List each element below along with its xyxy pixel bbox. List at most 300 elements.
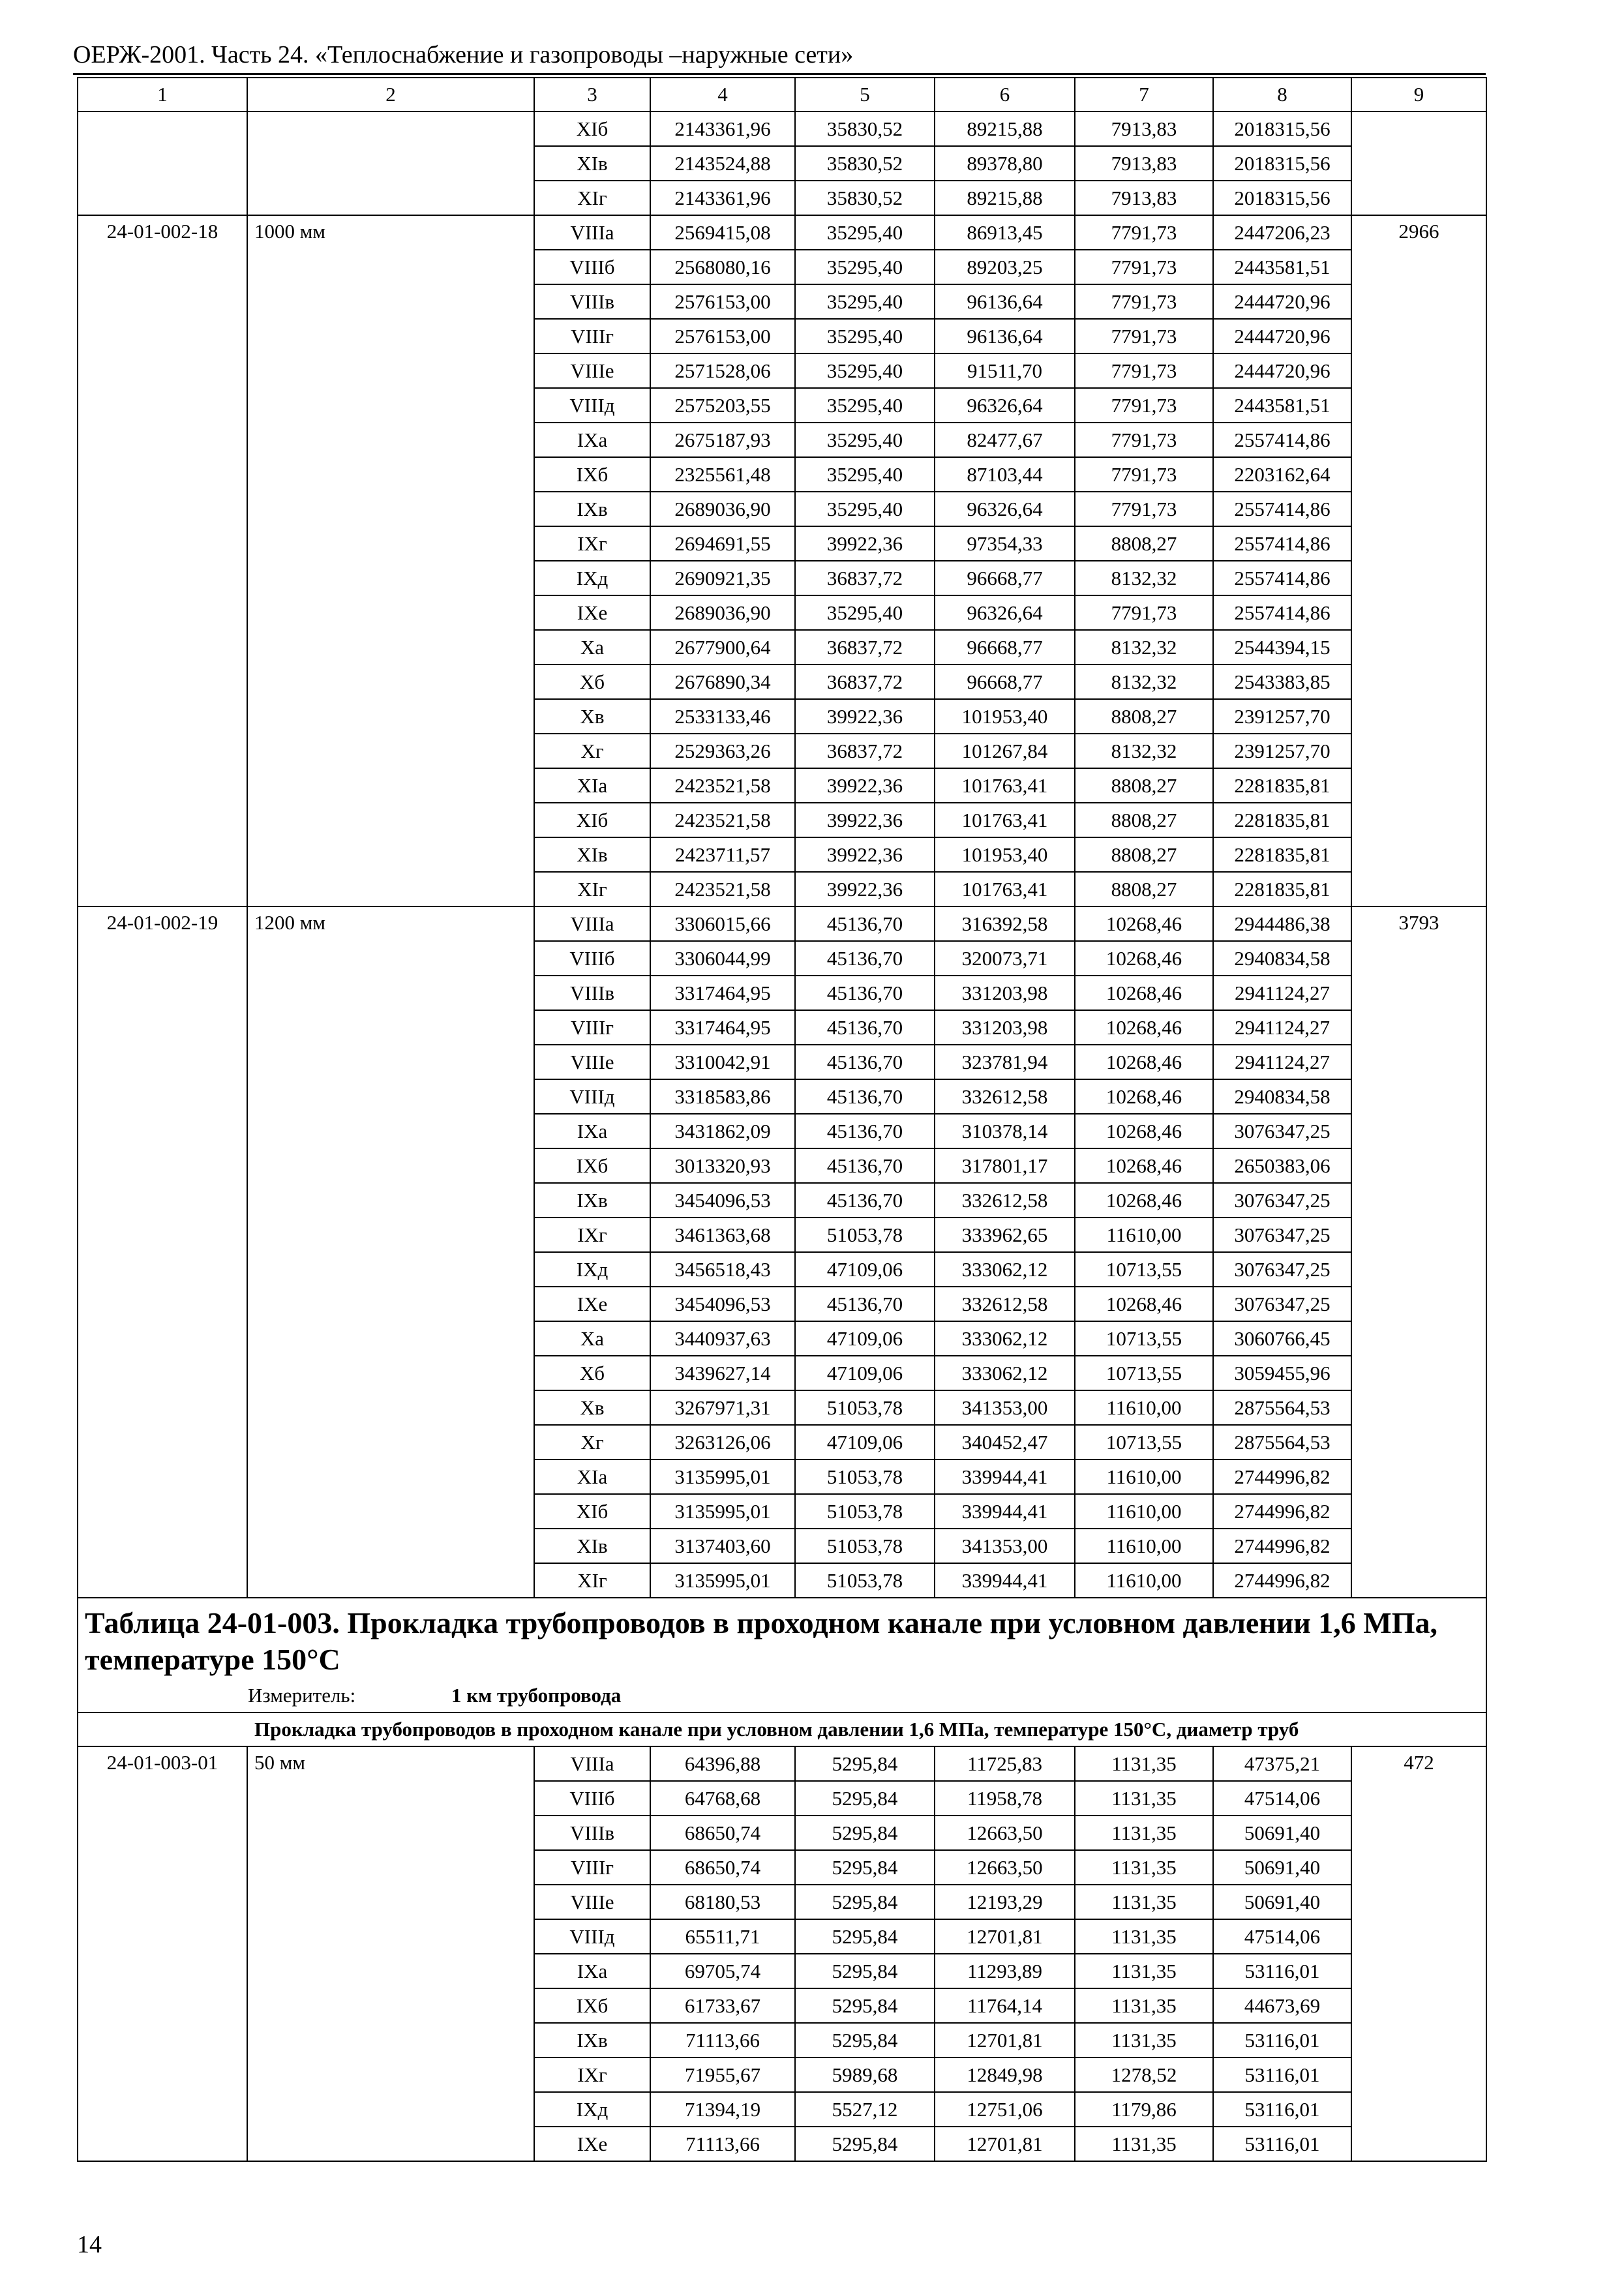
conditions-cell: Xг: [534, 734, 650, 768]
conditions-cell: VIIIд: [534, 1079, 650, 1114]
value-cell: 86913,45: [935, 215, 1075, 250]
value-cell: 8132,32: [1075, 561, 1213, 595]
value-cell: 2018315,56: [1213, 112, 1351, 146]
rates-table: [77, 77, 1487, 2162]
count-cell: [1351, 112, 1486, 215]
conditions-cell: IXв: [534, 1183, 650, 1218]
value-cell: 51053,78: [795, 1390, 935, 1425]
value-cell: 89215,88: [935, 181, 1075, 215]
value-cell: 332612,58: [935, 1183, 1075, 1218]
value-cell: 7791,73: [1075, 215, 1213, 250]
pipe-diameter: 50 мм: [247, 1746, 534, 2161]
value-cell: 10268,46: [1075, 941, 1213, 976]
value-cell: 35830,52: [795, 181, 935, 215]
table-row: [78, 1746, 1486, 1781]
value-cell: 1131,35: [1075, 1781, 1213, 1816]
conditions-cell: IXг: [534, 1218, 650, 1252]
value-cell: 45136,70: [795, 906, 935, 941]
conditions-cell: VIIIг: [534, 1850, 650, 1885]
conditions-cell: VIIIд: [534, 1919, 650, 1954]
value-cell: 5295,84: [795, 1954, 935, 1988]
conditions-cell: VIIIд: [534, 388, 650, 423]
value-cell: 2576153,00: [650, 319, 795, 353]
value-cell: 3454096,53: [650, 1287, 795, 1321]
conditions-cell: XIв: [534, 146, 650, 181]
value-cell: 47109,06: [795, 1356, 935, 1390]
value-cell: 1131,35: [1075, 1850, 1213, 1885]
value-cell: 51053,78: [795, 1563, 935, 1598]
value-cell: 12701,81: [935, 2023, 1075, 2057]
value-cell: 2018315,56: [1213, 181, 1351, 215]
value-cell: 8808,27: [1075, 768, 1213, 803]
conditions-cell: XIг: [534, 872, 650, 906]
value-cell: 339944,41: [935, 1459, 1075, 1494]
conditions-cell: VIIIв: [534, 284, 650, 319]
column-number-cell: 6: [935, 78, 1075, 112]
value-cell: 10268,46: [1075, 1079, 1213, 1114]
value-cell: 12701,81: [935, 2127, 1075, 2161]
value-cell: 2423711,57: [650, 837, 795, 872]
value-cell: 8132,32: [1075, 734, 1213, 768]
value-cell: 341353,00: [935, 1390, 1075, 1425]
value-cell: 11610,00: [1075, 1390, 1213, 1425]
conditions-cell: XIв: [534, 837, 650, 872]
value-cell: 332612,58: [935, 1287, 1075, 1321]
value-cell: 2875564,53: [1213, 1390, 1351, 1425]
conditions-cell: XIб: [534, 112, 650, 146]
value-cell: 5295,84: [795, 2127, 935, 2161]
value-cell: 2444720,96: [1213, 353, 1351, 388]
value-cell: 2143524,88: [650, 146, 795, 181]
value-cell: 47514,06: [1213, 1781, 1351, 1816]
column-number-cell: 1: [78, 78, 247, 112]
conditions-cell: IXд: [534, 561, 650, 595]
conditions-cell: IXа: [534, 1114, 650, 1148]
value-cell: 91511,70: [935, 353, 1075, 388]
value-cell: 68650,74: [650, 1816, 795, 1850]
value-cell: 36837,72: [795, 665, 935, 699]
value-cell: 2689036,90: [650, 492, 795, 526]
conditions-cell: XIг: [534, 181, 650, 215]
conditions-cell: IXа: [534, 1954, 650, 1988]
value-cell: 3076347,25: [1213, 1183, 1351, 1218]
value-cell: 71113,66: [650, 2023, 795, 2057]
value-cell: 2571528,06: [650, 353, 795, 388]
value-cell: 5295,84: [795, 1781, 935, 1816]
value-cell: 2694691,55: [650, 526, 795, 561]
conditions-cell: VIIIе: [534, 1045, 650, 1079]
conditions-cell: VIIIе: [534, 353, 650, 388]
column-number-cell: 2: [247, 78, 534, 112]
value-cell: 2557414,86: [1213, 492, 1351, 526]
value-cell: 47109,06: [795, 1425, 935, 1459]
conditions-cell: XIа: [534, 768, 650, 803]
value-cell: 2575203,55: [650, 388, 795, 423]
rate-code: 24-01-002-18: [78, 215, 247, 906]
value-cell: 2941124,27: [1213, 1045, 1351, 1079]
value-cell: 50691,40: [1213, 1885, 1351, 1919]
value-cell: 2281835,81: [1213, 803, 1351, 837]
value-cell: 3317464,95: [650, 1010, 795, 1045]
value-cell: 3135995,01: [650, 1563, 795, 1598]
value-cell: 3267971,31: [650, 1390, 795, 1425]
conditions-cell: VIIIг: [534, 319, 650, 353]
value-cell: 96326,64: [935, 595, 1075, 630]
value-cell: 96668,77: [935, 630, 1075, 665]
value-cell: 45136,70: [795, 1079, 935, 1114]
column-number-cell: 5: [795, 78, 935, 112]
value-cell: 10713,55: [1075, 1321, 1213, 1356]
value-cell: 11610,00: [1075, 1494, 1213, 1529]
value-cell: 2557414,86: [1213, 526, 1351, 561]
table-row: [78, 906, 1486, 941]
value-cell: 3013320,93: [650, 1148, 795, 1183]
value-cell: 64768,68: [650, 1781, 795, 1816]
conditions-cell: IXд: [534, 1252, 650, 1287]
value-cell: 2677900,64: [650, 630, 795, 665]
value-cell: 2281835,81: [1213, 837, 1351, 872]
value-cell: 1131,35: [1075, 1885, 1213, 1919]
conditions-cell: IXв: [534, 2023, 650, 2057]
value-cell: 35295,40: [795, 284, 935, 319]
value-cell: 2675187,93: [650, 423, 795, 457]
value-cell: 5295,84: [795, 1816, 935, 1850]
rate-code: 24-01-002-19: [78, 906, 247, 1598]
value-cell: 2557414,86: [1213, 561, 1351, 595]
measure-value: 1 км трубопровода: [451, 1684, 622, 1707]
conditions-cell: Xа: [534, 1321, 650, 1356]
value-cell: 333062,12: [935, 1321, 1075, 1356]
value-cell: 12849,98: [935, 2057, 1075, 2092]
value-cell: 51053,78: [795, 1459, 935, 1494]
pipe-diameter: 1200 мм: [247, 906, 534, 1598]
value-cell: 53116,01: [1213, 2092, 1351, 2127]
value-cell: 47109,06: [795, 1321, 935, 1356]
value-cell: 10268,46: [1075, 1045, 1213, 1079]
value-cell: 1131,35: [1075, 1988, 1213, 2023]
value-cell: 35295,40: [795, 319, 935, 353]
value-cell: 5989,68: [795, 2057, 935, 2092]
conditions-cell: Xв: [534, 699, 650, 734]
value-cell: 2281835,81: [1213, 872, 1351, 906]
value-cell: 340452,47: [935, 1425, 1075, 1459]
value-cell: 82477,67: [935, 423, 1075, 457]
value-cell: 10268,46: [1075, 1287, 1213, 1321]
value-cell: 7913,83: [1075, 112, 1213, 146]
section-subheader: Прокладка трубопроводов в проходном канале при условном давлении 1,6 МПа, температуре 150°С, диаметр труб: [78, 1713, 1486, 1746]
conditions-cell: VIIIг: [534, 1010, 650, 1045]
value-cell: 3440937,63: [650, 1321, 795, 1356]
value-cell: 11725,83: [935, 1746, 1075, 1781]
value-cell: 1131,35: [1075, 1816, 1213, 1850]
value-cell: 96136,64: [935, 319, 1075, 353]
value-cell: 2569415,08: [650, 215, 795, 250]
value-cell: 96668,77: [935, 561, 1075, 595]
value-cell: 1131,35: [1075, 2023, 1213, 2057]
value-cell: 2940834,58: [1213, 941, 1351, 976]
section-title: Таблица 24-01-003. Прокладка трубопроводов в проходном канале при условном давлении 1,6 МПа, температуре 150°С: [85, 1606, 1437, 1676]
value-cell: 310378,14: [935, 1114, 1075, 1148]
value-cell: 47109,06: [795, 1252, 935, 1287]
conditions-cell: Xа: [534, 630, 650, 665]
value-cell: 50691,40: [1213, 1816, 1351, 1850]
value-cell: 2443581,51: [1213, 250, 1351, 284]
value-cell: 2281835,81: [1213, 768, 1351, 803]
value-cell: 7791,73: [1075, 250, 1213, 284]
value-cell: 68180,53: [650, 1885, 795, 1919]
value-cell: 89203,25: [935, 250, 1075, 284]
value-cell: 2690921,35: [650, 561, 795, 595]
value-cell: 3076347,25: [1213, 1287, 1351, 1321]
value-cell: 47375,21: [1213, 1746, 1351, 1781]
value-cell: 7791,73: [1075, 457, 1213, 492]
value-cell: 2391257,70: [1213, 734, 1351, 768]
value-cell: 2325561,48: [650, 457, 795, 492]
value-cell: 3135995,01: [650, 1494, 795, 1529]
value-cell: 36837,72: [795, 561, 935, 595]
value-cell: 2557414,86: [1213, 595, 1351, 630]
value-cell: 7791,73: [1075, 353, 1213, 388]
count-value: 3793: [1351, 906, 1486, 1598]
value-cell: 10268,46: [1075, 976, 1213, 1010]
value-cell: 51053,78: [795, 1494, 935, 1529]
page-number: 14: [77, 2231, 102, 2258]
value-cell: 2423521,58: [650, 803, 795, 837]
subheader-row: [78, 1713, 1486, 1746]
value-cell: 101953,40: [935, 699, 1075, 734]
column-number-cell: 7: [1075, 78, 1213, 112]
conditions-cell: XIб: [534, 803, 650, 837]
value-cell: 323781,94: [935, 1045, 1075, 1079]
value-cell: 2444720,96: [1213, 319, 1351, 353]
value-cell: 53116,01: [1213, 1954, 1351, 1988]
conditions-cell: IXб: [534, 1988, 650, 2023]
count-value: 472: [1351, 1746, 1486, 2161]
column-number-cell: 4: [650, 78, 795, 112]
column-number-cell: 9: [1351, 78, 1486, 112]
value-cell: 47514,06: [1213, 1919, 1351, 1954]
value-cell: 8808,27: [1075, 803, 1213, 837]
value-cell: 11958,78: [935, 1781, 1075, 1816]
value-cell: 2676890,34: [650, 665, 795, 699]
column-number-cell: 8: [1213, 78, 1351, 112]
value-cell: 45136,70: [795, 1148, 935, 1183]
value-cell: 3076347,25: [1213, 1252, 1351, 1287]
value-cell: 3137403,60: [650, 1529, 795, 1563]
value-cell: 3306044,99: [650, 941, 795, 976]
value-cell: 2744996,82: [1213, 1459, 1351, 1494]
value-cell: 2650383,06: [1213, 1148, 1351, 1183]
value-cell: 2143361,96: [650, 112, 795, 146]
measure-label: Измеритель:: [248, 1684, 356, 1707]
value-cell: 2744996,82: [1213, 1494, 1351, 1529]
value-cell: 12663,50: [935, 1816, 1075, 1850]
column-number-cell: 3: [534, 78, 650, 112]
value-cell: 333962,65: [935, 1218, 1075, 1252]
value-cell: 7913,83: [1075, 146, 1213, 181]
value-cell: 45136,70: [795, 1114, 935, 1148]
value-cell: 5295,84: [795, 1850, 935, 1885]
value-cell: 1131,35: [1075, 2127, 1213, 2161]
value-cell: 89378,80: [935, 146, 1075, 181]
value-cell: 71113,66: [650, 2127, 795, 2161]
value-cell: 333062,12: [935, 1252, 1075, 1287]
value-cell: 3317464,95: [650, 976, 795, 1010]
value-cell: 331203,98: [935, 976, 1075, 1010]
value-cell: 5295,84: [795, 2023, 935, 2057]
value-cell: 5295,84: [795, 1919, 935, 1954]
value-cell: 2557414,86: [1213, 423, 1351, 457]
section-header: [78, 1598, 1486, 1713]
value-cell: 87103,44: [935, 457, 1075, 492]
conditions-cell: XIг: [534, 1563, 650, 1598]
value-cell: 10268,46: [1075, 906, 1213, 941]
value-cell: 51053,78: [795, 1218, 935, 1252]
value-cell: 2940834,58: [1213, 1079, 1351, 1114]
value-cell: 2744996,82: [1213, 1529, 1351, 1563]
value-cell: 3454096,53: [650, 1183, 795, 1218]
value-cell: 7791,73: [1075, 492, 1213, 526]
conditions-cell: IXб: [534, 457, 650, 492]
value-cell: 316392,58: [935, 906, 1075, 941]
value-cell: 2576153,00: [650, 284, 795, 319]
value-cell: 61733,67: [650, 1988, 795, 2023]
value-cell: 2444720,96: [1213, 284, 1351, 319]
value-cell: 3059455,96: [1213, 1356, 1351, 1390]
value-cell: 1131,35: [1075, 1919, 1213, 1954]
value-cell: 3439627,14: [650, 1356, 795, 1390]
value-cell: 2143361,96: [650, 181, 795, 215]
conditions-cell: IXг: [534, 2057, 650, 2092]
column-number-row: [78, 78, 1486, 112]
value-cell: 39922,36: [795, 803, 935, 837]
value-cell: 10268,46: [1075, 1183, 1213, 1218]
value-cell: 44673,69: [1213, 1988, 1351, 2023]
value-cell: 101763,41: [935, 803, 1075, 837]
value-cell: 320073,71: [935, 941, 1075, 976]
conditions-cell: XIа: [534, 1459, 650, 1494]
conditions-cell: VIIIб: [534, 941, 650, 976]
value-cell: 101267,84: [935, 734, 1075, 768]
value-cell: 12751,06: [935, 2092, 1075, 2127]
value-cell: 2941124,27: [1213, 1010, 1351, 1045]
value-cell: 2941124,27: [1213, 976, 1351, 1010]
value-cell: 11293,89: [935, 1954, 1075, 1988]
conditions-cell: IXд: [534, 2092, 650, 2127]
conditions-cell: IXа: [534, 423, 650, 457]
conditions-cell: VIIIа: [534, 1746, 650, 1781]
value-cell: 339944,41: [935, 1494, 1075, 1529]
value-cell: 8132,32: [1075, 665, 1213, 699]
conditions-cell: IXв: [534, 492, 650, 526]
value-cell: 331203,98: [935, 1010, 1075, 1045]
header-rule: [73, 73, 1486, 75]
value-cell: 333062,12: [935, 1356, 1075, 1390]
value-cell: 1131,35: [1075, 1746, 1213, 1781]
value-cell: 53116,01: [1213, 2127, 1351, 2161]
value-cell: 7791,73: [1075, 388, 1213, 423]
conditions-cell: Xв: [534, 1390, 650, 1425]
value-cell: 35295,40: [795, 250, 935, 284]
value-cell: 12193,29: [935, 1885, 1075, 1919]
rate-code: 24-01-003-01: [78, 1746, 247, 2161]
value-cell: 7791,73: [1075, 284, 1213, 319]
value-cell: 3461363,68: [650, 1218, 795, 1252]
value-cell: 2544394,15: [1213, 630, 1351, 665]
value-cell: 7913,83: [1075, 181, 1213, 215]
value-cell: 5295,84: [795, 1885, 935, 1919]
value-cell: 11610,00: [1075, 1529, 1213, 1563]
conditions-cell: Xб: [534, 1356, 650, 1390]
value-cell: 2423521,58: [650, 872, 795, 906]
value-cell: 45136,70: [795, 976, 935, 1010]
conditions-cell: VIIIв: [534, 976, 650, 1010]
value-cell: 35295,40: [795, 595, 935, 630]
value-cell: 8808,27: [1075, 837, 1213, 872]
value-cell: 35295,40: [795, 457, 935, 492]
value-cell: 2689036,90: [650, 595, 795, 630]
value-cell: 45136,70: [795, 1045, 935, 1079]
value-cell: 35295,40: [795, 353, 935, 388]
value-cell: 96326,64: [935, 492, 1075, 526]
value-cell: 101763,41: [935, 768, 1075, 803]
value-cell: 45136,70: [795, 1287, 935, 1321]
value-cell: 1179,86: [1075, 2092, 1213, 2127]
value-cell: 101953,40: [935, 837, 1075, 872]
value-cell: 3135995,01: [650, 1459, 795, 1494]
value-cell: 5527,12: [795, 2092, 935, 2127]
conditions-cell: IXе: [534, 595, 650, 630]
value-cell: 96326,64: [935, 388, 1075, 423]
value-cell: 2543383,85: [1213, 665, 1351, 699]
value-cell: 1278,52: [1075, 2057, 1213, 2092]
value-cell: 11764,14: [935, 1988, 1075, 2023]
value-cell: 3076347,25: [1213, 1218, 1351, 1252]
value-cell: 36837,72: [795, 630, 935, 665]
value-cell: 7791,73: [1075, 595, 1213, 630]
value-cell: 53116,01: [1213, 2023, 1351, 2057]
value-cell: 10268,46: [1075, 1010, 1213, 1045]
conditions-cell: VIIIа: [534, 906, 650, 941]
value-cell: 11610,00: [1075, 1218, 1213, 1252]
conditions-cell: XIв: [534, 1529, 650, 1563]
value-cell: 2443581,51: [1213, 388, 1351, 423]
value-cell: 96136,64: [935, 284, 1075, 319]
value-cell: 10713,55: [1075, 1252, 1213, 1287]
pipe-diameter: 1000 мм: [247, 215, 534, 906]
running-header: ОЕРЖ-2001. Часть 24. «Теплоснабжение и газопроводы –наружные сети»: [73, 41, 854, 68]
value-cell: 2018315,56: [1213, 146, 1351, 181]
value-cell: 69705,74: [650, 1954, 795, 1988]
value-cell: 45136,70: [795, 941, 935, 976]
value-cell: 50691,40: [1213, 1850, 1351, 1885]
value-cell: 45136,70: [795, 1010, 935, 1045]
value-cell: 7791,73: [1075, 423, 1213, 457]
value-cell: 12701,81: [935, 1919, 1075, 1954]
value-cell: 1131,35: [1075, 1954, 1213, 1988]
value-cell: 71394,19: [650, 2092, 795, 2127]
conditions-cell: IXе: [534, 1287, 650, 1321]
value-cell: 12663,50: [935, 1850, 1075, 1885]
value-cell: 64396,88: [650, 1746, 795, 1781]
value-cell: 2529363,26: [650, 734, 795, 768]
value-cell: 45136,70: [795, 1183, 935, 1218]
value-cell: 53116,01: [1213, 2057, 1351, 2092]
value-cell: 65511,71: [650, 1919, 795, 1954]
value-cell: 97354,33: [935, 526, 1075, 561]
value-cell: 10713,55: [1075, 1425, 1213, 1459]
value-cell: 3310042,91: [650, 1045, 795, 1079]
